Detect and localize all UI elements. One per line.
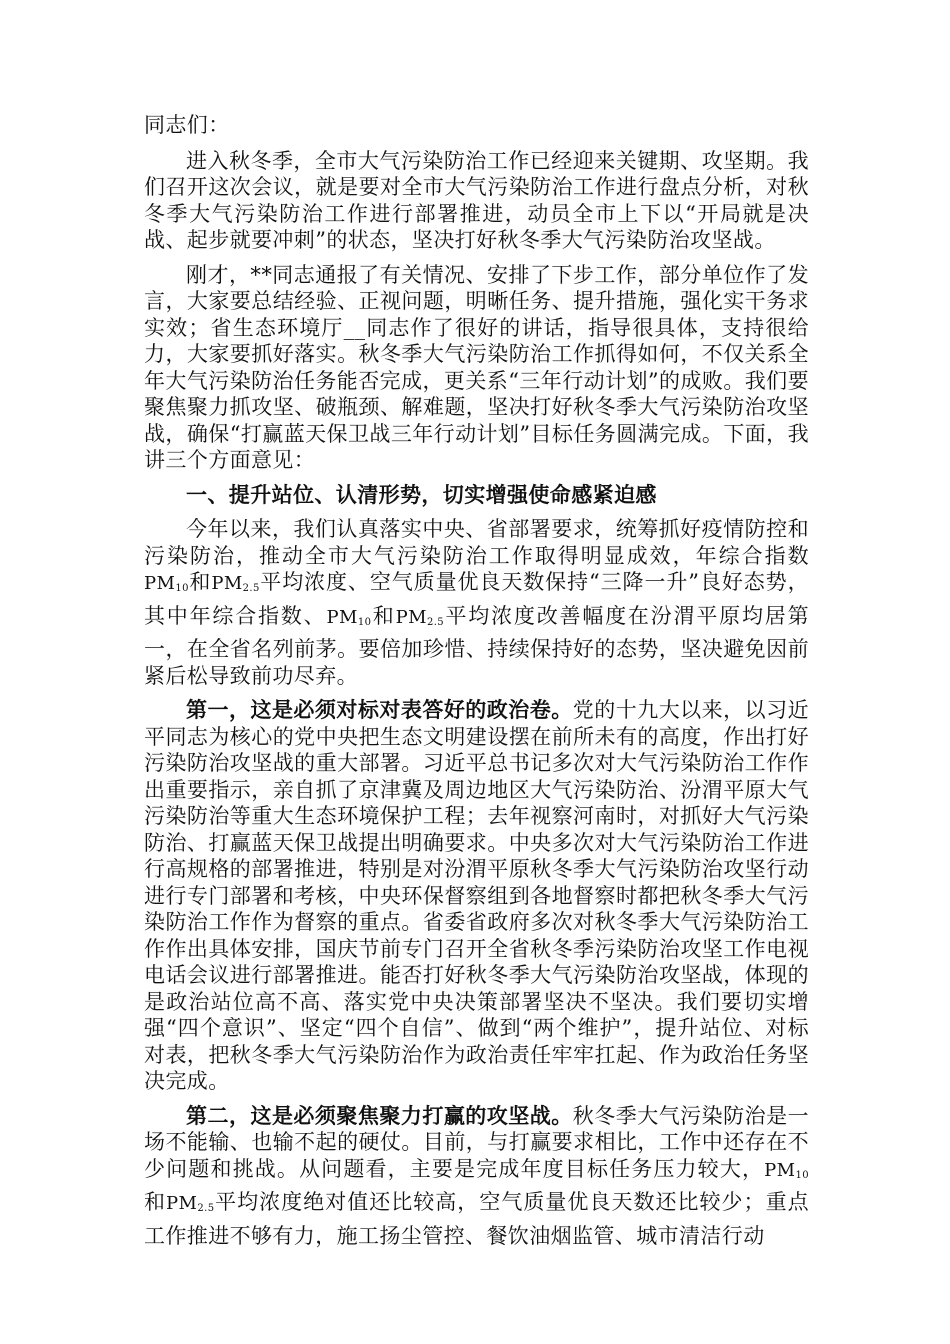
point-1-lead: 第一，这是必须对标对表答好的政治卷。 bbox=[186, 697, 573, 722]
greeting: 同志们： bbox=[144, 113, 230, 137]
section-heading-1: 一、提升站位、认清形势，切实增强使命感紧迫感 bbox=[186, 481, 657, 507]
paragraph-point-2: 第二，这是必须聚焦聚力打赢的攻坚战。秋冬季大气污染防治是一场不能输、也输不起的硬仗。目前，与打赢要求相比，工作中还存在不少问题和挑战。从问题看，主要是完成年度目标任务压力较大，$PM_{10}$和$PM_{2.5}$平均浓度绝对值还比较高，空气质量优良天数还比较少；重点工作推进不够有力，施工扬尘管控、餐饮油烟监管、城市清洁行动 bbox=[144, 1102, 810, 1248]
document-page bbox=[144, 112, 809, 1257]
paragraph-intro: 进入秋冬季，全市大气污染防治工作已经迎来关键期、攻坚期。我们召开这次会议，就是要对全市大气污染防治工作进行盘点分析，对秋冬季大气污染防治工作进行部署推进，动员全市上下以“开局就是决战、起步就要冲刺”的状态，坚决打好秋冬季大气污染防治攻坚战。 bbox=[144, 148, 809, 252]
paragraph-review: 刚才，**同志通报了有关情况、安排了下步工作，部分单位作了发言，大家要总结经验、正视问题，明晰任务、提升措施，强化实干务求实效；省生态环境厅__同志作了很好的讲话，指导很具体，支持很给力，大家要抓好落实。秋冬季大气污染防治工作抓得如何，不仅关系全年大气污染防治任务能否完成，更关系“三年行动计划”的成败。我们要聚焦聚力抓攻坚、破瓶颈、解难题，坚决打好秋冬季大气污染防治攻坚战，确保“打赢蓝天保卫战三年行动计划”目标任务圆满完成。下面，我讲三个方面意见： bbox=[144, 262, 809, 472]
point-2-lead: 第二，这是必须聚焦聚力打赢的攻坚战。 bbox=[186, 1102, 573, 1128]
paragraph-point-1: 第一，这是必须对标对表答好的政治卷。党的十九大以来，以习近平同志为核心的党中央把生态文明建设摆在前所未有的高度，作出打好污染防治攻坚战的重大部署。习近平总书记多次对大气污染防治工作作出重要指示，亲自抓了京津冀及周边地区大气污染防治、汾渭平原大气污染防治等重大生态环境保护工程；去年视察河南时，对抓好大气污染防治、打赢蓝天保卫战提出明确要求。中央多次对大气污染防治工作进行高规格的部署推进，特别是对汾渭平原秋冬季大气污染防治攻坚行动进行专门部署和考核，中央环保督察组到各地督察时都把秋冬季大气污染防治工作作为督察的重点。省委省政府多次对秋冬季大气污染防治工作作出具体安排，国庆节前专门召开全省秋冬季污染防治攻坚工作电视电话会议进行部署推进。能否打好秋冬季大气污染防治攻坚战，体现的是政治站位高不高、落实党中央决策部署坚决不坚决。我们要切实增强“四个意识”、坚定“四个自信”、做到“两个维护”，提升站位、对标对表，把秋冬季大气污染防治作为政治责任牢牢扛起、作为政治任务坚决完成。 bbox=[144, 697, 810, 1093]
paragraph-achievements: 今年以来，我们认真落实中央、省部署要求，统筹抓好疫情防控和污染防治，推动全市大气污染防治工作取得明显成效，年综合指数$PM_{10}$和$PM_{2.5}$平均浓度、空气质量优良天数保持“三降一升”良好态势，其中年综合指数、$PM_{10}$和$PM_{2.5}$平均浓度改善幅度在汾渭平原均居第一，在全省名列前茅。要倍加珍惜、持续保持好的态势，坚决避免因前紧后松导致前功尽弃。 bbox=[144, 517, 810, 688]
